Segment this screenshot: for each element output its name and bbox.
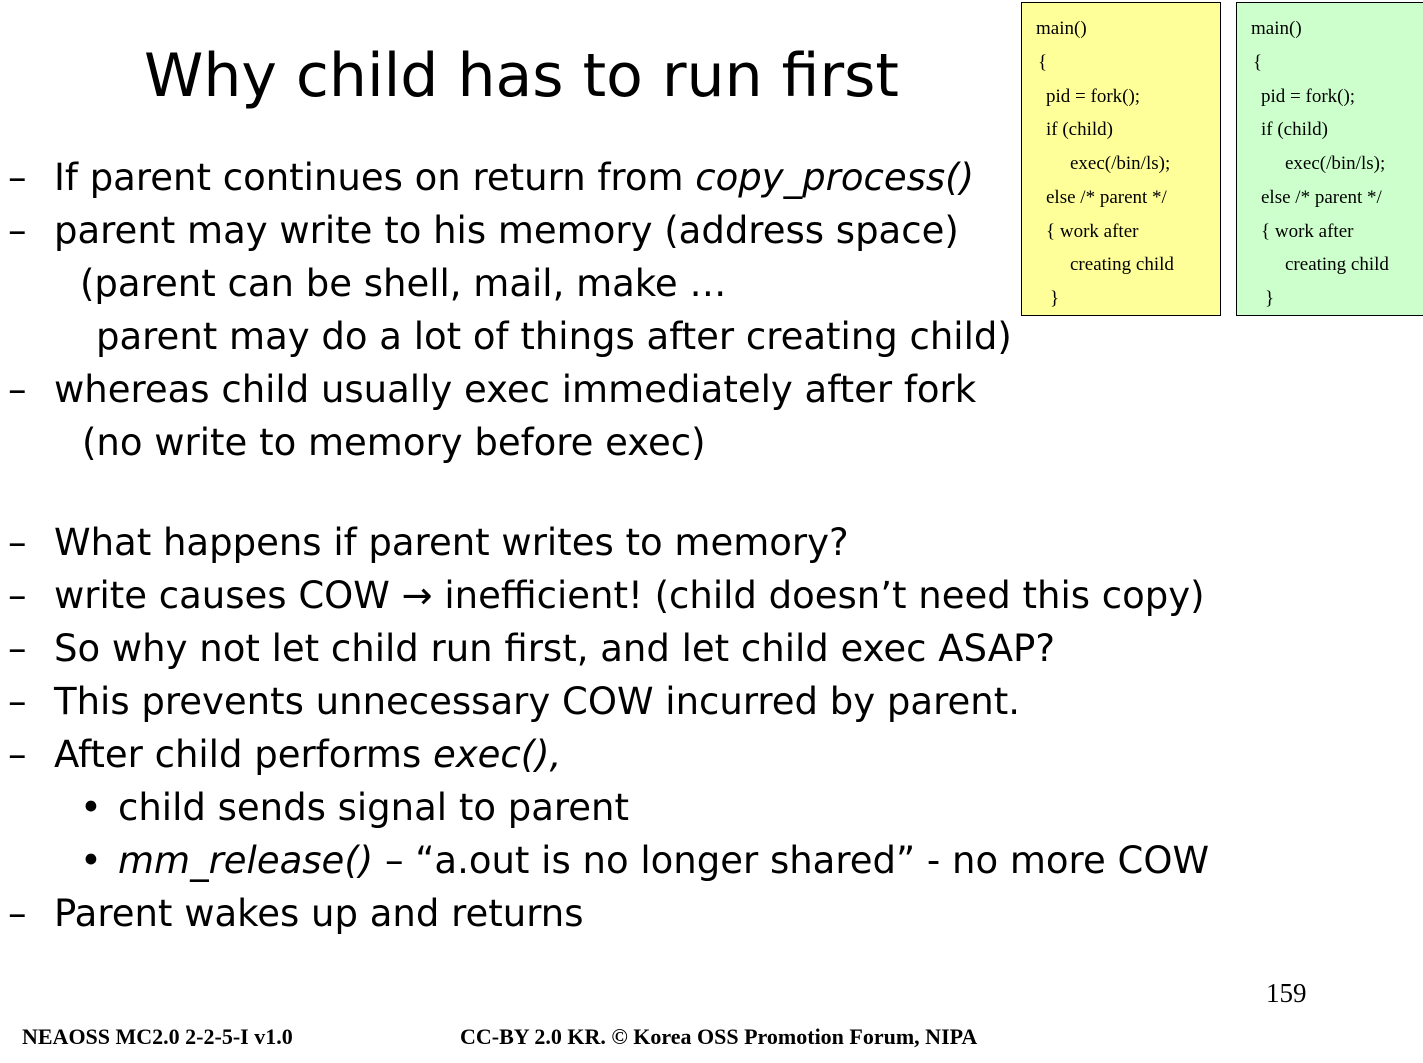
dash-marker: – <box>8 156 27 199</box>
list-item-continuation: (parent can be shell, mail, make … <box>80 262 727 305</box>
list-item-text: What happens if parent writes to memory? <box>54 521 849 564</box>
code-line: { <box>1038 52 1048 73</box>
dash-marker: – <box>8 733 27 776</box>
list-item-continuation: parent may do a lot of things after creating child) <box>96 315 1012 358</box>
list-item-continuation: (no write to memory before exec) <box>82 421 706 464</box>
list-item <box>0 626 1300 672</box>
sub-list-item-text: child sends signal to parent <box>118 786 630 829</box>
code-line: } <box>1265 288 1275 309</box>
dash-marker: – <box>8 209 27 252</box>
list-item-text: If parent continues on return from <box>54 156 696 199</box>
dash-marker: – <box>8 680 27 723</box>
code-line: main() <box>1251 18 1302 39</box>
code-line: pid = fork(); <box>1046 86 1141 107</box>
code-line: { work after <box>1046 221 1139 242</box>
code-line: else /* parent */ <box>1046 187 1167 208</box>
slide-title: Why child has to run first <box>144 41 899 111</box>
code-line: if (child) <box>1046 119 1114 140</box>
list-item <box>0 155 1010 201</box>
list-item-text: Parent wakes up and returns <box>54 892 584 935</box>
function-name: exec(), <box>432 733 562 776</box>
list-item <box>0 891 1300 937</box>
dash-marker: – <box>8 574 27 617</box>
bullet-marker: • <box>80 786 102 829</box>
sub-list-item-text: – “a.out is no longer shared” - no more COW <box>373 839 1210 882</box>
code-line: creating child <box>1070 254 1174 275</box>
code-line: } <box>1050 288 1060 309</box>
dash-marker: – <box>8 892 27 935</box>
dash-marker: – <box>8 521 27 564</box>
code-line: creating child <box>1285 254 1389 275</box>
footer-license: CC-BY 2.0 KR. © Korea OSS Promotion Forum, NIPA <box>460 1024 978 1049</box>
dash-marker: – <box>8 368 27 411</box>
code-line: exec(/bin/ls); <box>1070 153 1171 174</box>
child-code-box <box>1236 2 1423 316</box>
sub-list-item <box>0 838 1300 884</box>
code-line: else /* parent */ <box>1261 187 1382 208</box>
dash-marker: – <box>8 627 27 670</box>
parent-code-box <box>1021 2 1221 316</box>
code-line: { work after <box>1261 221 1354 242</box>
code-line: main() <box>1036 18 1087 39</box>
code-line: { <box>1253 52 1263 73</box>
sub-list-item <box>0 785 1300 831</box>
bullet-marker: • <box>80 839 102 882</box>
list-item-text: After child performs <box>54 733 433 776</box>
list-item-text: whereas child usually exec immediately after fork <box>54 368 977 411</box>
list-item-text: write causes COW → inefficient! (child doesn’t need this copy) <box>54 574 1205 617</box>
list-item <box>0 520 1300 566</box>
list-item <box>0 367 1010 413</box>
list-item-text: This prevents unnecessary COW incurred by parent. <box>54 680 1020 723</box>
code-line: if (child) <box>1261 119 1329 140</box>
list-item <box>0 732 1300 778</box>
list-item-text: parent may write to his memory (address space) <box>54 209 959 252</box>
list-item <box>0 679 1300 725</box>
list-item-text: So why not let child run first, and let child exec ASAP? <box>54 627 1055 670</box>
code-line: exec(/bin/ls); <box>1285 153 1386 174</box>
list-item <box>0 573 1300 619</box>
code-line: pid = fork(); <box>1261 86 1356 107</box>
footer-version: NEAOSS MC2.0 2-2-5-I v1.0 <box>22 1024 293 1049</box>
function-name: mm_release() <box>118 839 374 882</box>
list-item <box>0 208 1010 254</box>
function-name: copy_process() <box>695 156 975 199</box>
page-number: 159 <box>1266 978 1307 1008</box>
